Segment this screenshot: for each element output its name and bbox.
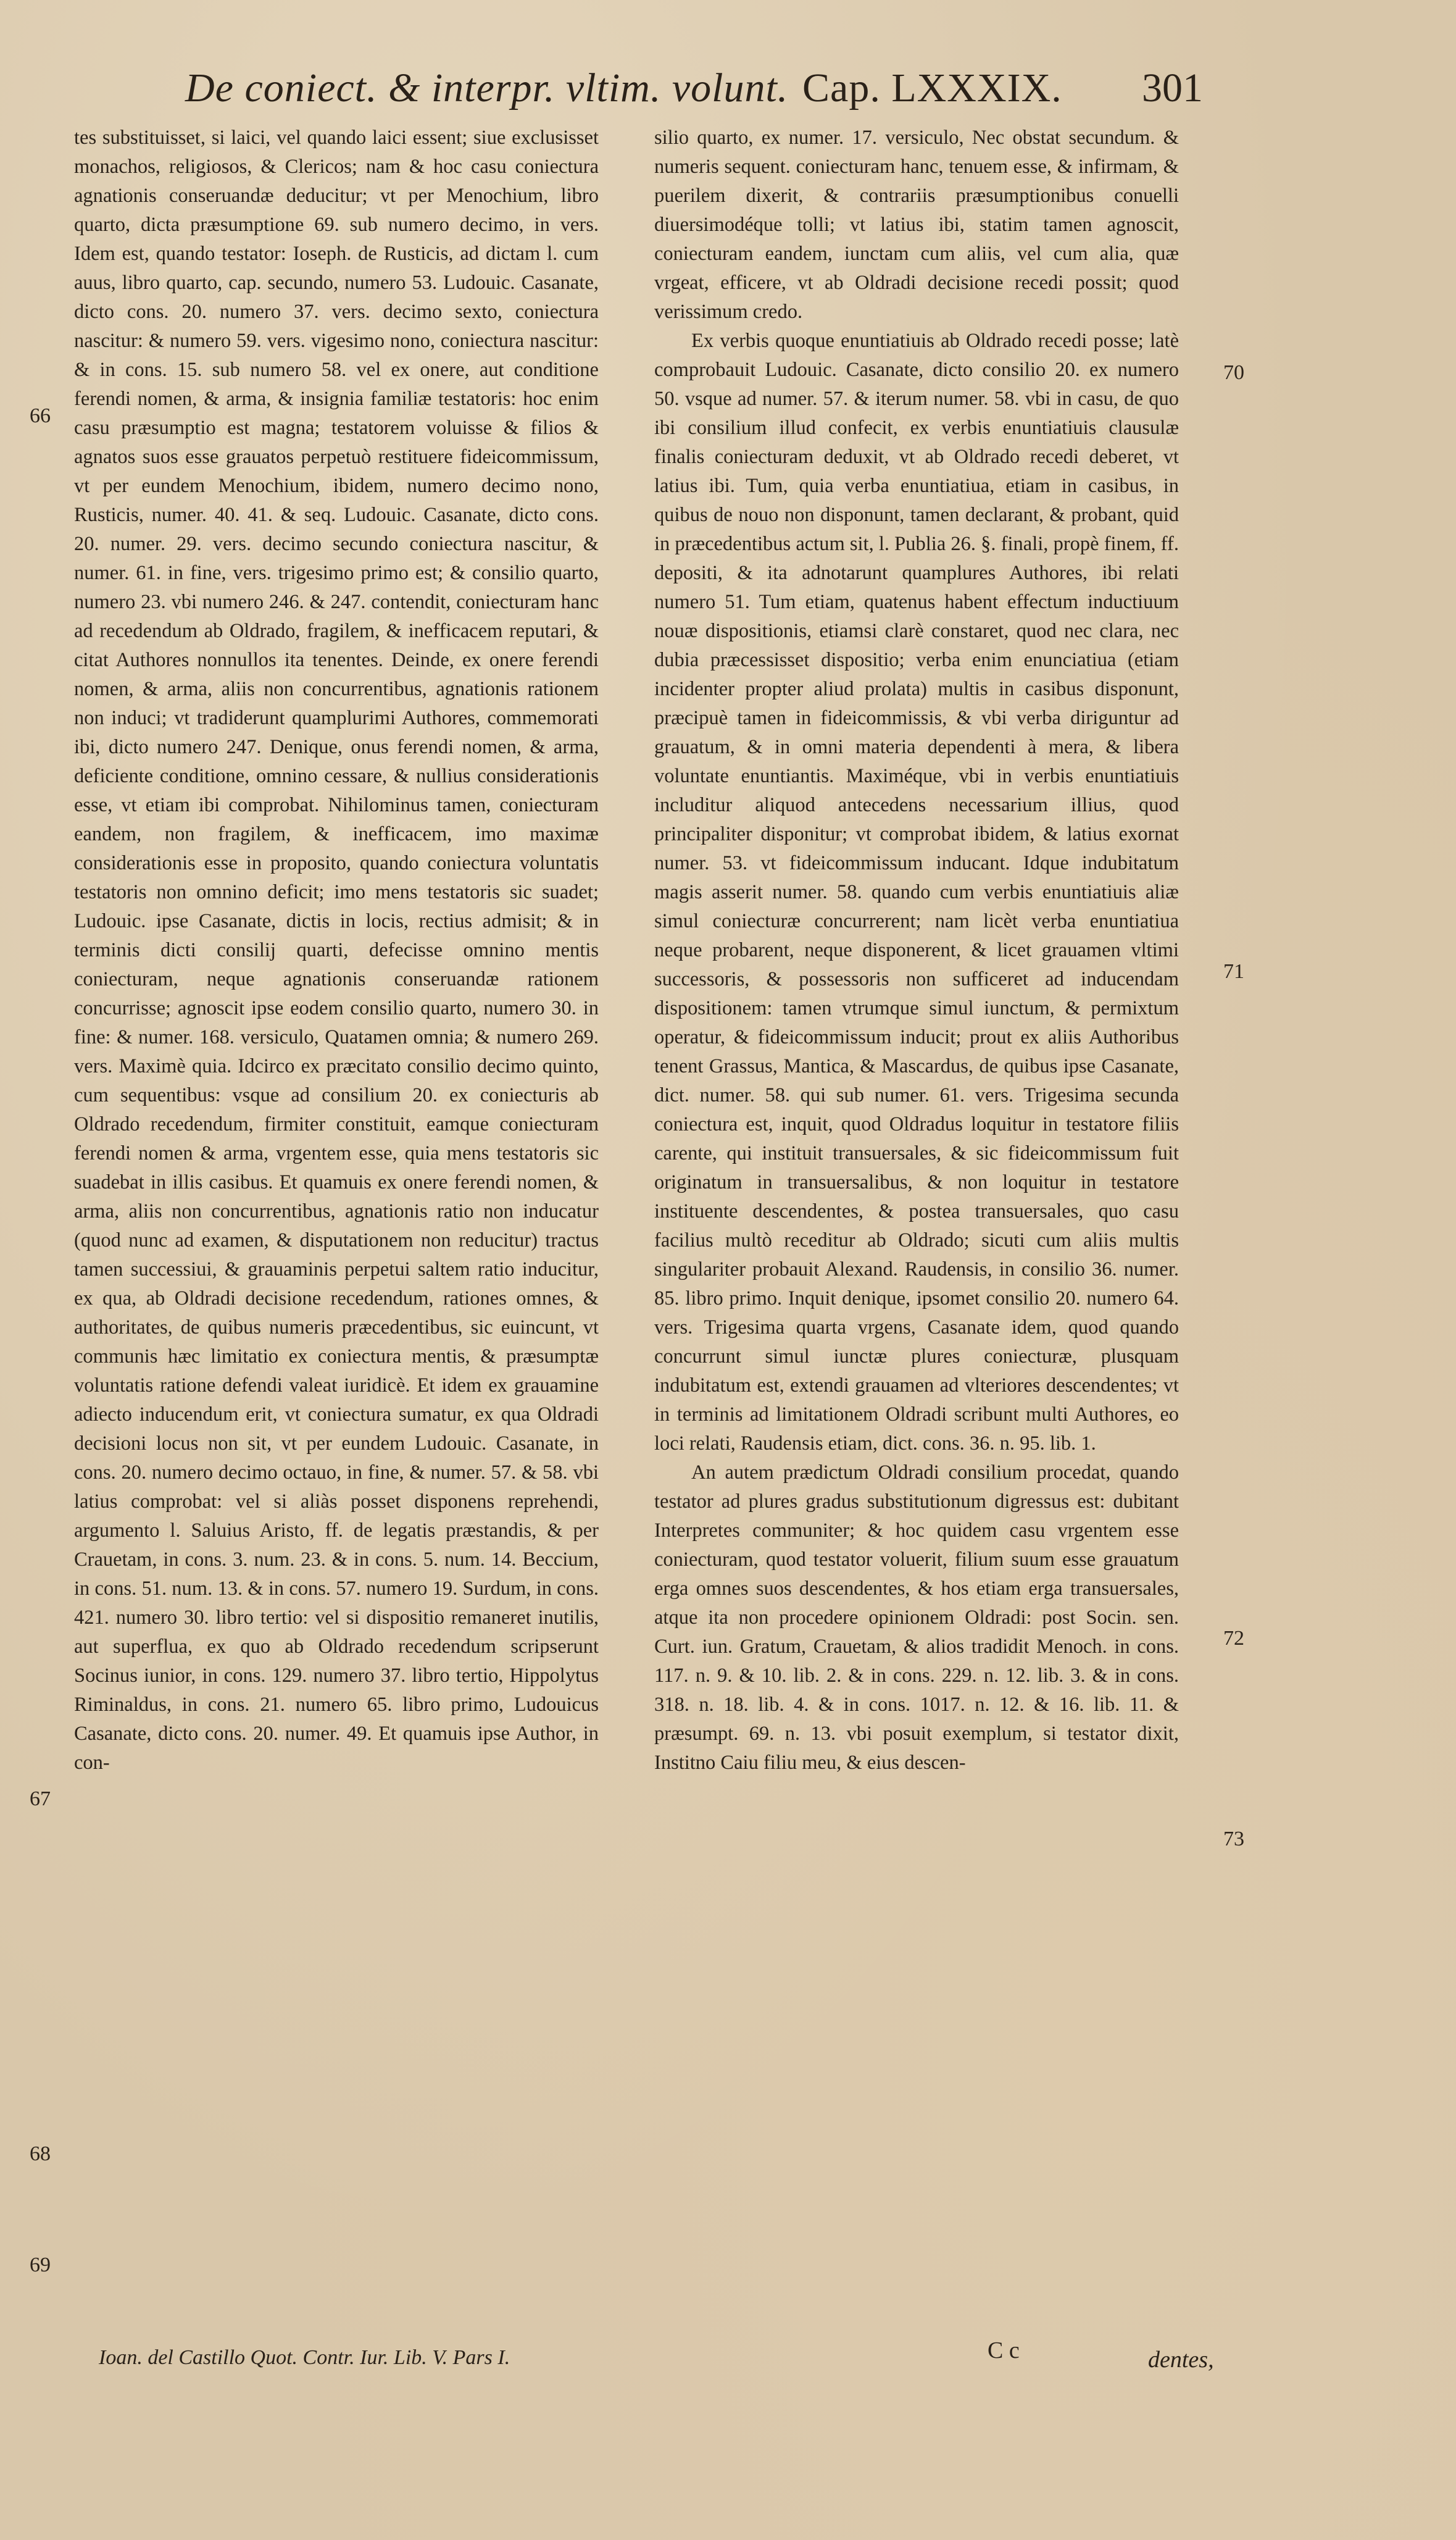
- left-paragraph-1: tes substituisset, si laici, vel quando laici essent; siue exclusisset monachos, religiosos, & Clericos; nam & hoc casu coniectura agnationis conseruandæ deducitur; vt per Menochium, libro quarto, dicta præsumptione 69. sub numero decimo, in vers. Idem est, quando testator: Ioseph. de Rusticis, ad dictam l. cum auus, libro quarto, cap. secundo, numero 53. Ludouic. Casanate, dicto cons. 20. numero 37. vers. decimo sexto, coniectura nascitur: & numero 59. vers. vigesimo nono, coniectura nascitur: & in cons. 15. sub numero 58. vel ex onere, aut conditione ferendi nomen, & arma, & insignia familiæ testatoris: hoc enim casu præsumptio est magna; testatorem voluisse & filios & agnatos suos esse grauatos perpetuò restituere fideicommissum, vt per eundem Menochium, ibidem, numero decimo nono, Rusticis, numer. 40. 41. & seq. Ludouic. Casanate, dicto cons. 20. numer. 29. vers. decimo secundo coniectura nascitur, & numer. 61. in fine, vers. trigesimo primo est; & consilio quarto, numero 23. vbi numero 246. & 247. contendit, coniecturam hanc ad recedendum ab Oldrado, fragilem, & inefficacem reputari, & citat Authores nonnullos ita tenentes. Deinde, ex onere ferendi nomen, & arma, aliis non concurrentibus, agnationis rationem non induci; vt tradiderunt quamplurimi Authores, commemorati ibi, dicto numero 247. Denique, onus ferendi nomen, & arma, deficiente conditione, omnino cessare, & nullius considerationis esse, vt etiam ibi comprobat. Nihilominus tamen, coniecturam eandem, non fragilem, & inefficacem, imo maximæ considerationis esse in proposito, quando coniectura voluntatis testatoris non omnino deficit; imo mens testatoris sic suadet; Ludouic. ipse Casanate, dictis in locis, rectius admisit; & in terminis dicti consilij quarti, defecisse omnino mentis coniecturam, neque agnationis conseruandæ rationem concurrisse; agnoscit ipse eodem consilio quarto, numero 30. in fine: & numer. 168. versiculo, Quatamen omnia; & numero 269. vers. Maximè quia. Idcirco ex præcitato consilio decimo quinto, cum sequentibus: vsque ad consilium 20. ex coniecturis ab Oldrado recedendum, firmiter constituit, eamque coniecturam ferendi nomen & arma, vrgentem esse, quia mens testatoris sic suadebat in illis casibus. Et quamuis ex onere ferendi nomen, & arma, aliis non concurrentibus, agnationis ratio non inducatur (quod nunc ad examen, & disputationem non reducitur) tractus tamen successiui, & grauaminis perpetui saltem ratio inducitur, ex qua, ab Oldradi decisione recedendum, rationes omnes, & authoritates, de quibus numeris præcedentibus, sic euincunt, vt communis hæc limitatio ex coniectura mentis, & præsumptæ voluntatis ratione defendi valeat iuridicè. Et idem ex grauamine adiecto inducendum erit, vt coniectura sumatur, ex qua Oldradi decisioni locus non sit, vt per eundem Ludouic. Casanate, in cons. 20. numero decimo octauo, in fine, & numer. 57. & 58. vbi latius comprobat: vel si aliàs posset disponens reprehendi, argumento l. Saluius Aristo, ff. de legatis præstandis, & per Crauetam, in cons. 3. num. 23. & in cons. 5. num. 14. Beccium, in cons. 51. num. 13. & in cons. 57. numero 19. Surdum, in cons. 421. numero 30. libro tertio: vel si dispositio remaneret inutilis, aut superflua, ex quo ab Oldrado recedendum scripserunt Socinus iunior, in cons. 129. numero 37. libro tertio, Hippolytus Riminaldus, in cons. 21. numero 65. libro primo, Ludouicus Casanate, dicto cons. 20. numer. 49. Et quamuis ipse Author, in con-: [74, 127, 599, 1774]
- margin-number-70: 70: [1223, 361, 1244, 384]
- margin-number-73: 73: [1223, 1828, 1244, 1850]
- right-paragraph-2: Ex verbis quoque enuntiatiuis ab Oldrado recedi posse; latè comprobauit Ludouic. Casanate, dicto consilio 20. ex numero 50. vsque ad numer. 57. & iterum numer. 58. vbi in casu, de quo ibi consilium illud confecit, ex verbis enuntiatiuis clausulæ finalis coniecturam deduxit, vt ab Oldrado recedi deberet, vt latius ibi. Tum, quia verba enuntiatiua, etiam in casibus, in quibus de nouo non disponunt, tamen declarant, & probant, quid in præcedentibus actum sit, l. Publia 26. §. finali, propè finem, ff. depositi, & ita adnotarunt quamplures Authores, ibi relati numero 51. Tum etiam, quatenus habent effectum inductiuum nouæ dispositionis, etiamsi clarè constaret, quod nec clara, nec dubia præcessisset dispositio; verba enim enunciatiua (etiam incidenter propter aliud prolata) multis in casibus disponunt, præcipuè tamen in fideicommissis, & vbi verba diriguntur ad grauatum, & in omni materia dependenti à mera, & libera voluntate enuntiantis. Maximéque, vbi in verbis enuntiatiuis includitur aliquod antecedens necessarium illius, quod principaliter disponitur; vt comprobat ibidem, & latius exornat numer. 53. vt fideicommissum inducant. Idque indubitatum magis asserit numer. 58. quando cum verbis enuntiatiuis aliæ simul coniecturæ concurrerent; nam licèt verba enuntiatiua neque probarent, neque disponerent, & licet grauamen vltimi successoris, & possessoris non sufficeret ad inducendam dispositionem: tamen vtrumque simul iunctum, & permixtum operatur, & fideicommissum inducit; prout ex aliis Authoribus tenent Grassus, Mantica, & Mascardus, de quibus ipse Casanate, dict. numer. 58. qui sub numer. 61. vers. Trigesima secunda coniectura est, inquit, quod Oldradus loquitur in testatore filiis carente, qui instituit transuersales, & sic fideicommissum fuit originatum in transuersalibus, & non loquitur in testatore instituente descendentes, & postea transuersales, quo casu facilius multò receditur ab Oldrado; sicuti cum aliis multis singulariter probauit Alexand. Raudensis, in consilio 36. numer. 85. libro primo. Inquit denique, ipsomet consilio 20. numero 64. vers. Trigesima quarta vrgens, Casanate idem, quod quando concurrunt simul iunctæ plures coniecturæ, plusquam indubitatum est, extendi grauamen ad vlteriores descendentes; vt in terminis ad limitationem Oldradi scribunt multi Authores, eo loci relati, Raudensis etiam, dict. cons. 36. n. 95. lib. 1.: [654, 330, 1179, 1455]
- margin-number-69: 69: [30, 2254, 51, 2276]
- right-paragraph-3: An autem prædictum Oldradi consilium procedat, quando testator ad plures gradus substitutionum digressus est: dubitant Interpretes communiter; & hoc quidem casu vrgentem esse coniecturam, quod testator voluerit, filium suum esse grauatum erga omnes suos descendentes, & hos etiam erga transuersales, atque ita non procedere opinionem Oldradi: post Socin. sen. Curt. iun. Gratum, Crauetam, & alios tradidit Menoch. in cons. 117. n. 9. & 10. lib. 2. & in cons. 229. n. 12. lib. 3. & in cons. 318. n. 18. lib. 4. & in cons. 1017. n. 12. & 16. lib. 11. & præsumpt. 69. n. 13. vbi posuit exemplum, si testator dixit, Institno Caiu filiu meu, & eius descen-: [654, 1461, 1179, 1774]
- running-header: [185, 65, 1234, 120]
- footer-signature: Ioan. del Castillo Quot. Contr. Iur. Lib. V. Pars I.: [99, 2346, 510, 2369]
- signature-mark: C c: [988, 2337, 1020, 2363]
- margin-number-71: 71: [1223, 960, 1244, 983]
- right-paragraph-1: silio quarto, ex numer. 17. versiculo, Nec obstat secundum. & numeris sequent. coniecturam hanc, tenuem esse, & infirmam, & puerilem dixerit, & contrariis præsumptionibus conuelli diuersimodéque tolli; vt latius ibi, statim tamen agnoscit, coniecturam eandem, iunctam cum aliis, vel cum alia, quæ vrgeat, efficere, vt ab Oldradi decisione recedi possit; quod verissimum credo.: [654, 127, 1179, 323]
- margin-number-67: 67: [30, 1787, 51, 1810]
- margin-number-68: 68: [30, 2142, 51, 2165]
- right-column: [654, 123, 1179, 1778]
- margin-number-72: 72: [1223, 1627, 1244, 1650]
- margin-number-66: 66: [30, 404, 51, 427]
- running-chapter: Cap. LXXXIX.: [802, 65, 1062, 111]
- running-title: De coniect. & interpr. vltim. volunt.: [185, 65, 789, 111]
- left-column: [74, 123, 599, 1778]
- page-number: 301: [1142, 65, 1203, 111]
- catchword: dentes,: [1148, 2347, 1214, 2373]
